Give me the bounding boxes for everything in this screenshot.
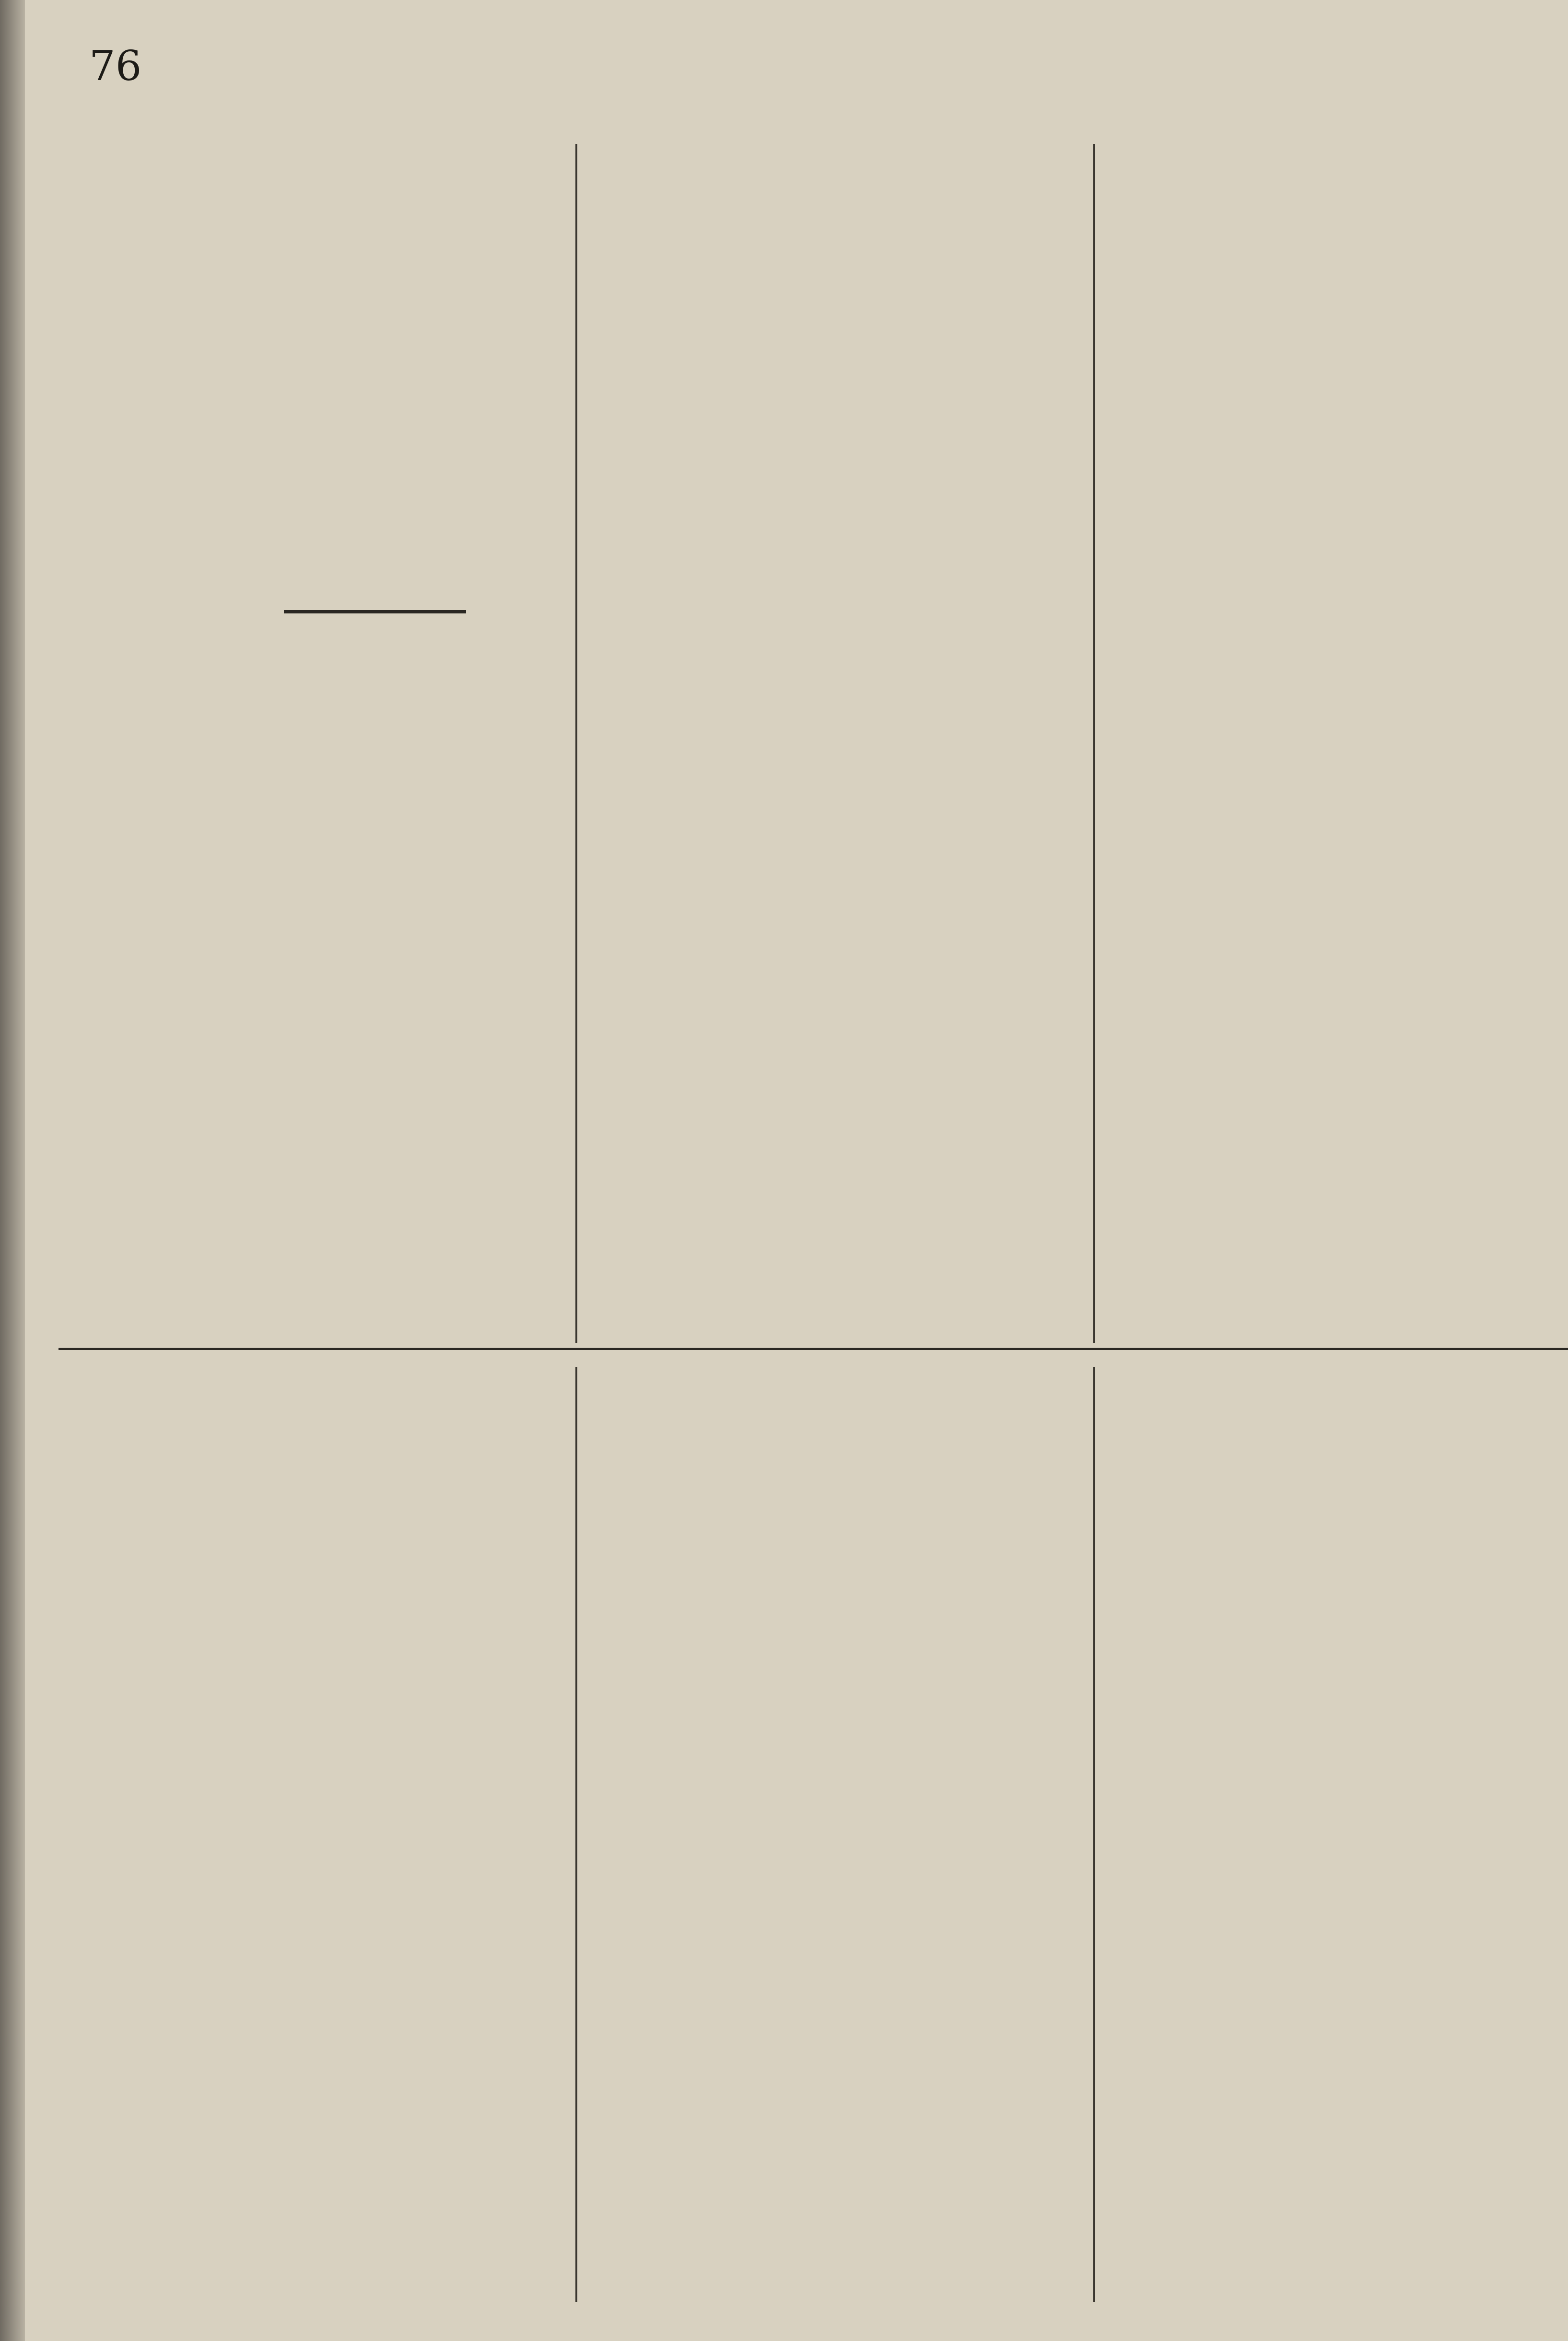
article-2-column-1	[63, 1492, 567, 2297]
column-rule	[1093, 1367, 1095, 2302]
article-1-column-1-body	[63, 781, 567, 1337]
book-binding-edge	[0, 0, 25, 2341]
column-rule	[575, 144, 577, 1343]
article-2-column-2	[586, 1370, 1085, 2295]
newspaper-page	[25, 0, 1568, 2341]
section-divider	[284, 610, 466, 613]
article-1-column-3	[1104, 139, 1568, 1309]
article-2-column-3	[1104, 1370, 1568, 2295]
section-separator	[59, 1348, 1568, 1350]
column-rule	[1093, 144, 1095, 1343]
column-rule	[575, 1367, 577, 2302]
article-1-column-2	[586, 149, 1085, 1338]
page-number: 76	[89, 42, 142, 90]
